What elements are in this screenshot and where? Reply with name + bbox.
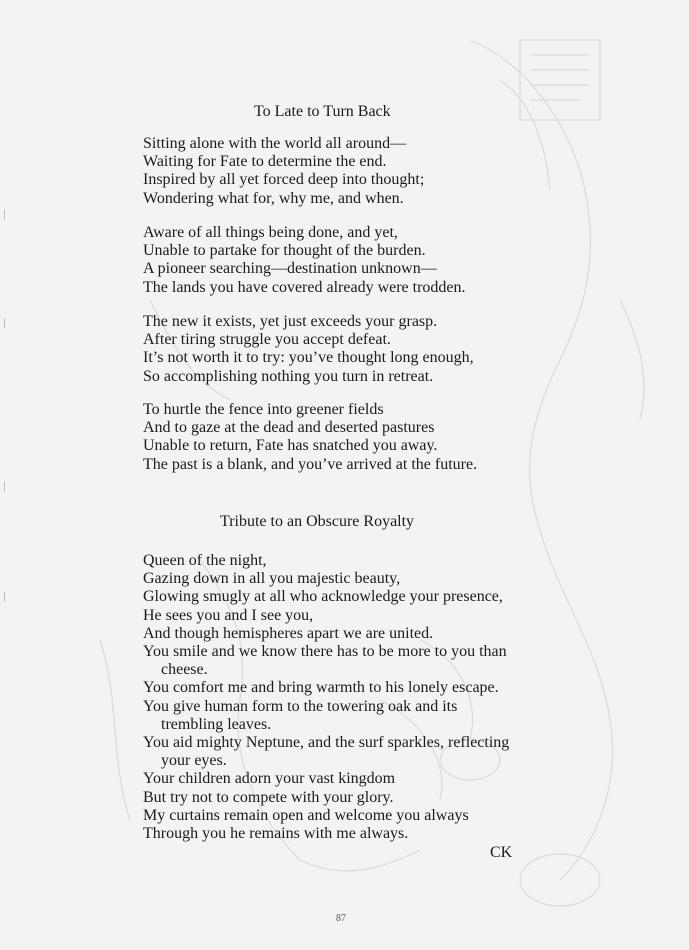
poem-title-to-late-to-turn-back: To Late to Turn Back — [254, 103, 391, 120]
binding-mark-3 — [4, 482, 5, 492]
poem-line-continuation: your eyes. — [161, 752, 227, 770]
poem-title-tribute-to-an-obscure-royalty: Tribute to an Obscure Royalty — [220, 513, 415, 530]
poem-line: Sitting alone with the world all around— — [143, 135, 407, 152]
poem-line: The past is a blank, and you’ve arrived at the future. — [143, 455, 478, 473]
poem-line: The new it exists, yet just exceeds your grasp. — [143, 313, 438, 330]
author-signature: CK — [490, 844, 513, 861]
poem-line: Unable to partake for thought of the burden. — [143, 242, 426, 260]
poem-line: He sees you and I see you, — [143, 606, 314, 624]
poem-line: And though hemispheres apart we are united. — [143, 624, 434, 642]
poem-line: You smile and we know there has to be more to you than — [143, 643, 507, 661]
poem-line: Unable to return, Fate has snatched you away. — [143, 437, 438, 455]
poem-line: After tiring struggle you accept defeat. — [143, 331, 391, 349]
page-number: 87 — [336, 913, 346, 924]
poem-line: Gazing down in all you majestic beauty, — [143, 570, 401, 588]
poem-line-continuation: trembling leaves. — [161, 715, 272, 733]
poem-line-continuation: cheese. — [161, 661, 208, 679]
poem-line: Through you he remains with me always. — [143, 825, 409, 843]
poem-line: My curtains remain open and welcome you always — [143, 806, 469, 824]
stanza-3 — [143, 313, 613, 386]
binding-mark-4 — [4, 592, 5, 602]
stanza-2 — [143, 224, 613, 297]
poem-line: Aware of all things being done, and yet, — [143, 224, 398, 241]
poem-line: A pioneer searching—destination unknown— — [143, 260, 437, 278]
poem-line: To hurtle the fence into greener fields — [143, 401, 384, 418]
binding-mark-2 — [4, 318, 5, 328]
stanza-4 — [143, 401, 613, 474]
poem-line: It’s not worth it to try: you’ve thought long enough, — [143, 349, 474, 367]
poem-line: Your children adorn your vast kingdom — [143, 770, 396, 788]
poem-line: You aid mighty Neptune, and the surf sparkles, reflecting — [143, 734, 510, 752]
poem-line: You comfort me and bring warmth to his lonely escape. — [143, 679, 499, 697]
poem-line: Inspired by all yet forced deep into thought; — [143, 171, 425, 189]
poem-line: Glowing smugly at all who acknowledge your presence, — [143, 588, 503, 606]
stanza-1 — [143, 135, 613, 208]
binding-mark-1 — [4, 210, 5, 220]
stanza-tribute — [143, 552, 613, 843]
poem-line: So accomplishing nothing you turn in retreat. — [143, 367, 434, 385]
poem-line: Wondering what for, why me, and when. — [143, 189, 404, 207]
poem-line: Waiting for Fate to determine the end. — [143, 153, 387, 171]
poem-line: The lands you have covered already were trodden. — [143, 278, 466, 296]
poem-line: And to gaze at the dead and deserted pastures — [143, 419, 435, 437]
poem-line: You give human form to the towering oak and its — [143, 697, 458, 715]
poem-line: But try not to compete with your glory. — [143, 788, 394, 806]
poem-line: Queen of the night, — [143, 552, 267, 569]
